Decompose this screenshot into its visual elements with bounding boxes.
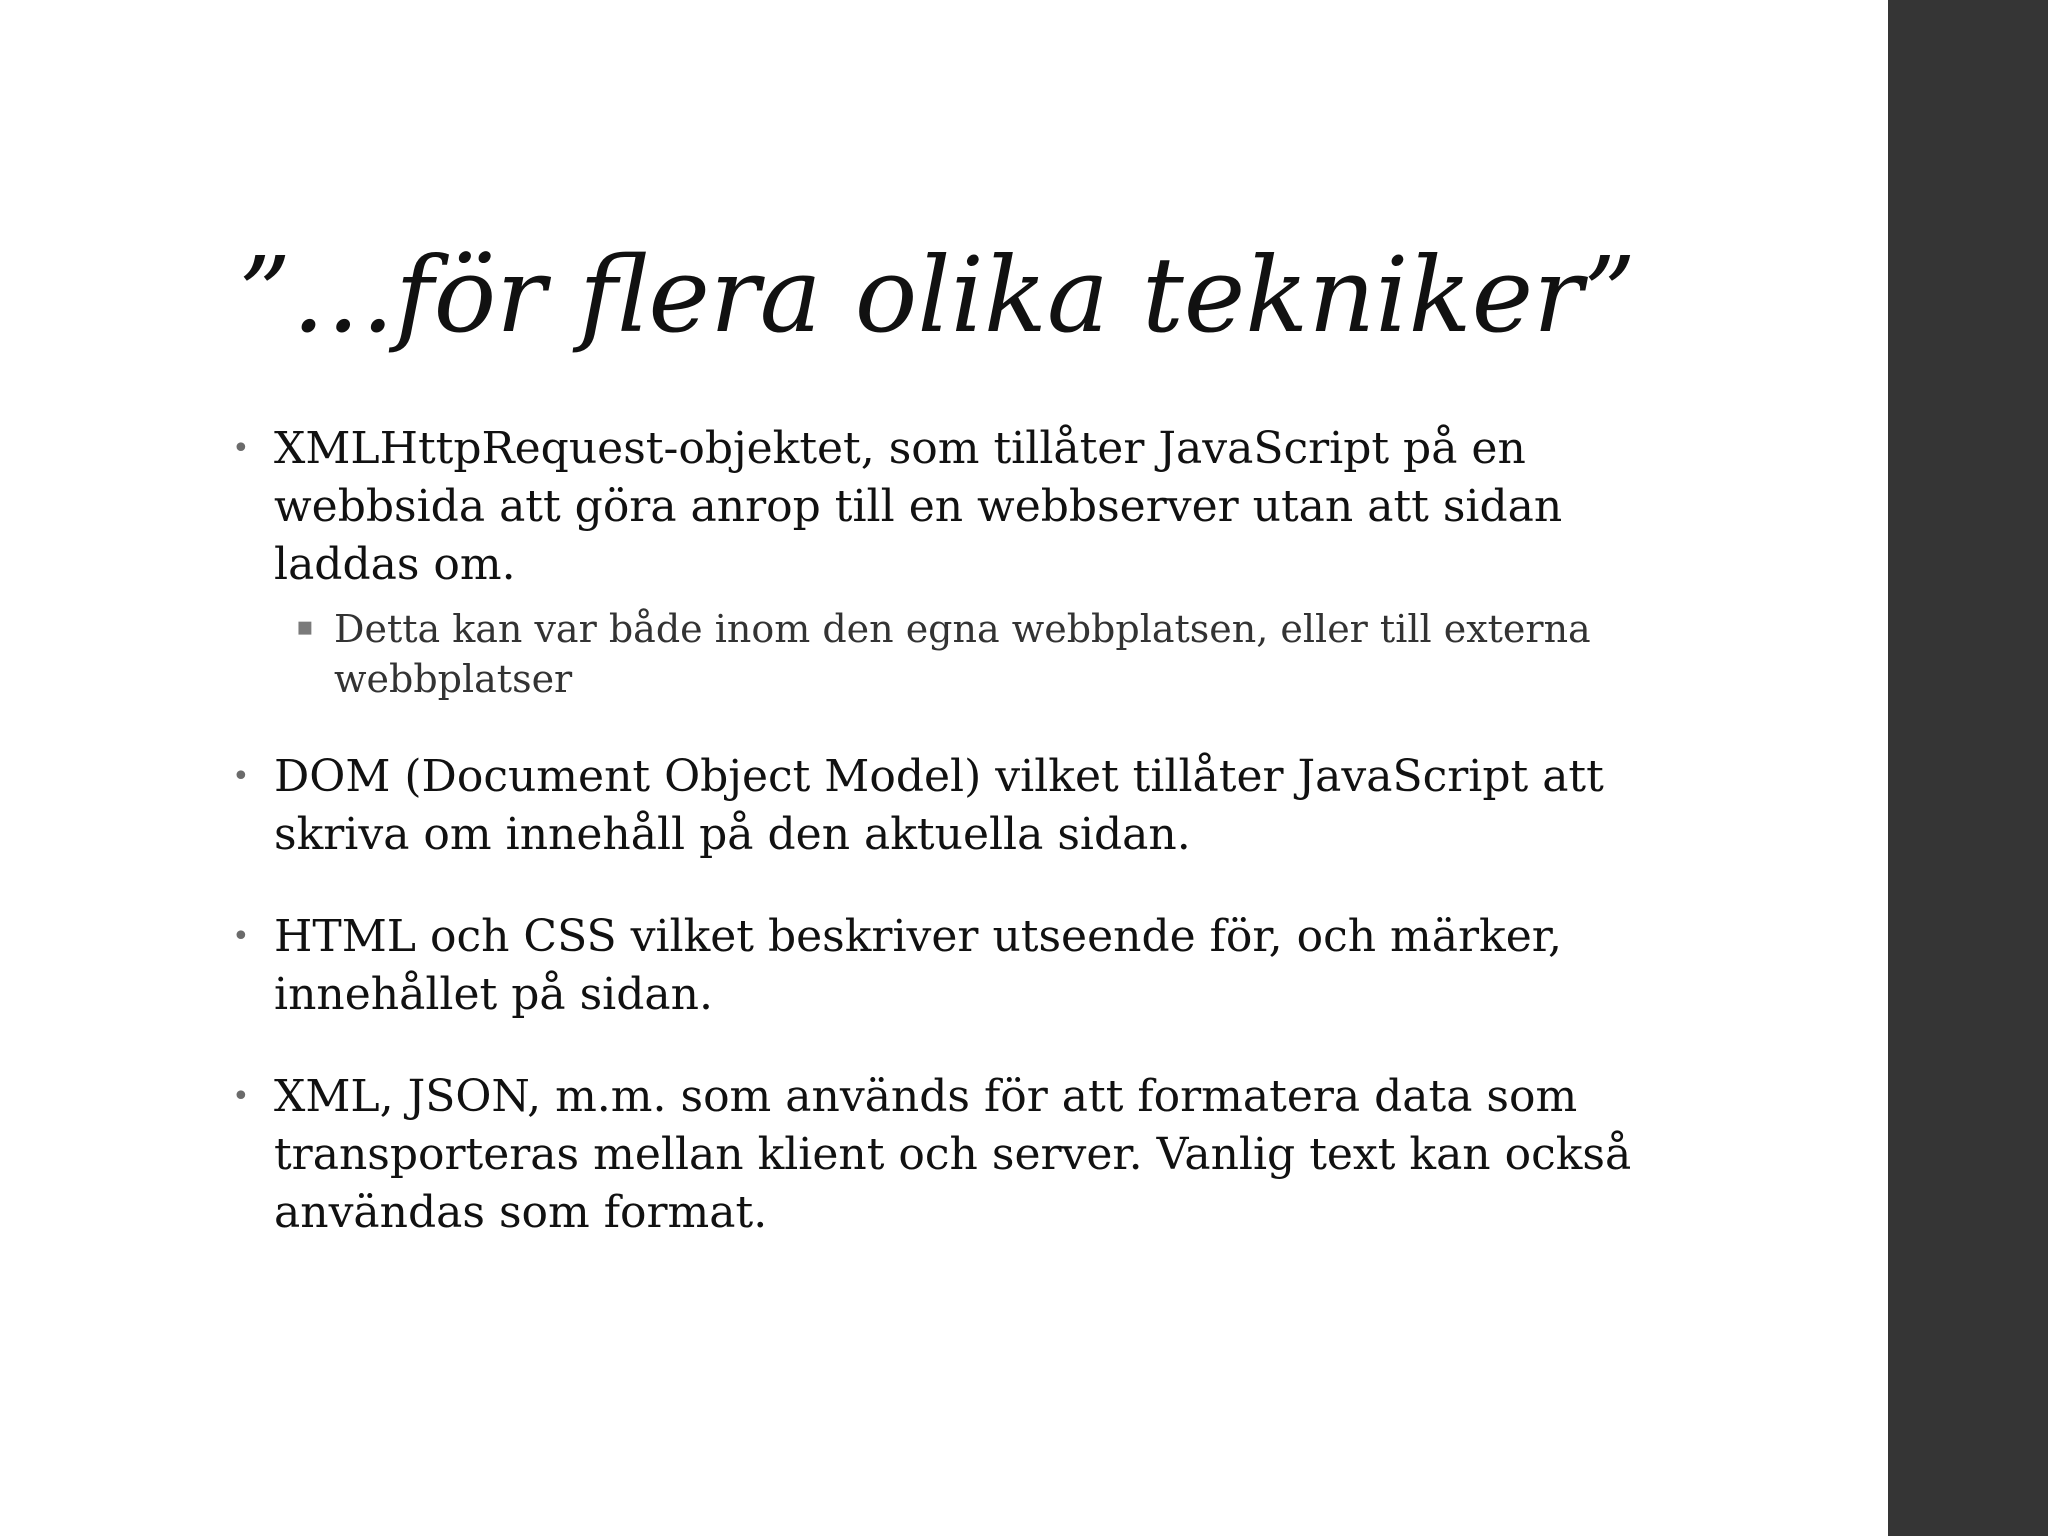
sub-bullet-icon: ▪ bbox=[296, 612, 314, 642]
bullet-icon: • bbox=[232, 431, 250, 466]
bullet-item-xmlhttprequest bbox=[228, 420, 1678, 704]
sub-bullet-text: Detta kan var både inom den egna webbplatsen, eller till externa webbplatser bbox=[334, 607, 1591, 701]
bullet-item-xml-json bbox=[228, 1068, 1678, 1242]
side-bar bbox=[1888, 0, 2048, 1536]
bullet-icon: • bbox=[232, 759, 250, 794]
sub-bullet-list bbox=[274, 604, 1678, 704]
sub-bullet-item bbox=[274, 604, 1678, 704]
bullet-icon: • bbox=[232, 919, 250, 954]
bullet-text: XMLHttpRequest-objektet, som tillåter JavaScript på en webbsida att göra anrop till en webbserver utan att sidan laddas om. bbox=[274, 423, 1563, 590]
bullet-item-dom bbox=[228, 748, 1678, 864]
bullet-list bbox=[228, 420, 1678, 1286]
bullet-item-html-css bbox=[228, 908, 1678, 1024]
bullet-text: DOM (Document Object Model) vilket tillåter JavaScript att skriva om innehåll på den aktuella sidan. bbox=[274, 751, 1604, 860]
bullet-icon: • bbox=[232, 1079, 250, 1114]
bullet-text: HTML och CSS vilket beskriver utseende för, och märker, innehållet på sidan. bbox=[274, 911, 1562, 1020]
slide-title: ”…för flera olika tekniker” bbox=[238, 234, 1637, 356]
bullet-text: XML, JSON, m.m. som används för att formatera data som transporteras mellan klient och server. Vanlig text kan också användas som format. bbox=[274, 1071, 1632, 1238]
